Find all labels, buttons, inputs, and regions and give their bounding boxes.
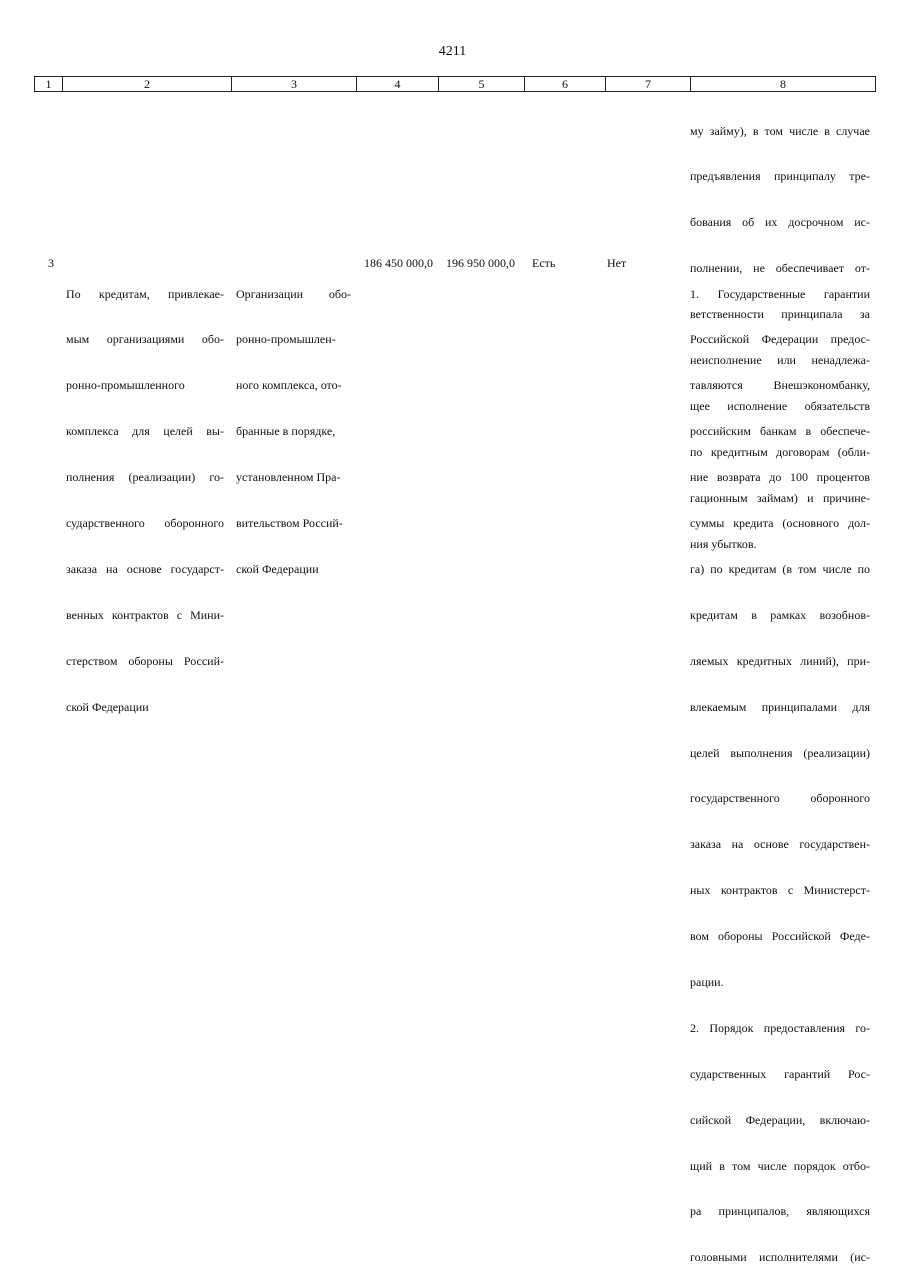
text-line: венных контрактов с Мини-: [66, 607, 224, 622]
text-line: Российской Федерации предос-: [690, 332, 870, 347]
header-cell-3: 3: [231, 77, 356, 91]
text-line: ронно-промышлен-: [236, 332, 336, 347]
text-line: полнении, не обеспечивает от-: [690, 261, 870, 276]
header-cell-4: 4: [356, 77, 438, 91]
text-line: государственного оборонного: [690, 791, 870, 806]
text-line: бранные в порядке,: [236, 424, 336, 439]
row-number: 3: [48, 256, 54, 270]
text-line: бования об их досрочном ис-: [690, 215, 870, 230]
principal-category-text: [236, 256, 351, 593]
text-line: суммы кредита (основного дол-: [690, 516, 870, 531]
guarantee-amount-2: 196 950 000,0: [446, 256, 515, 270]
text-line: полнения (реализации) го-: [66, 470, 224, 485]
text-line: ных контрактов с Министерст-: [690, 883, 870, 898]
text-line: установленном Пра-: [236, 470, 341, 485]
text-line: предъявления принципалу тре-: [690, 169, 870, 184]
table-header-row: [34, 76, 876, 92]
text-line: рации.: [690, 974, 724, 989]
text-line: 1. Государственные гарантии: [690, 286, 870, 301]
text-line: ляемых кредитных линий), при-: [690, 653, 870, 668]
header-cell-1: 1: [45, 77, 52, 91]
page-number: 4211: [438, 44, 467, 59]
text-line: ра принципалов, являющихся: [690, 1204, 870, 1219]
text-line: 2. Порядок предоставления го-: [690, 1020, 870, 1035]
text-line: щий в том числе порядок отбо-: [690, 1158, 870, 1173]
text-line: сударственного оборонного: [66, 516, 224, 531]
header-cell-8: 8: [690, 77, 875, 91]
text-line: влекаемым принципалами для: [690, 699, 870, 714]
text-line: неисполнение или ненадлежа-: [690, 353, 870, 368]
header-cell-7: 7: [605, 77, 690, 91]
text-line: стерством обороны Россий-: [66, 653, 224, 668]
regress-flag: Есть: [532, 256, 556, 270]
text-line: ронно-промышленного: [66, 378, 185, 393]
text-line: российским банкам в обеспече-: [690, 424, 870, 439]
header-cell-6: 6: [524, 77, 605, 91]
text-line: мым организациями обо-: [66, 332, 224, 347]
guarantee-purpose-text: [66, 256, 224, 730]
text-line: вом обороны Российской Феде-: [690, 929, 870, 944]
text-line: заказа на основе государствен-: [690, 837, 870, 852]
text-line: комплекса для целей вы-: [66, 424, 224, 439]
text-line: тавляются Внешэкономбанку,: [690, 378, 870, 393]
text-line: му займу), в том числе в случае: [690, 123, 870, 138]
text-line: ветственности принципала за: [690, 307, 870, 322]
text-line: щее исполнение обязательств: [690, 398, 870, 413]
text-line: кредитам в рамках возобнов-: [690, 607, 870, 622]
header-cell-5: 5: [438, 77, 524, 91]
text-line: сударственных гарантий Рос-: [690, 1066, 870, 1081]
text-line: га) по кредитам (в том числе по: [690, 561, 870, 576]
column-7-value: Нет: [607, 256, 627, 270]
text-line: целей выполнения (реализации): [690, 745, 870, 760]
guarantee-amount-1: 186 450 000,0: [364, 256, 433, 270]
text-line: заказа на основе государст-: [66, 561, 224, 576]
text-line: вительством Россий-: [236, 516, 343, 531]
text-line: Организации обо-: [236, 286, 351, 301]
text-line: ской Федерации: [236, 561, 319, 576]
text-line: по кредитным договорам (обли-: [690, 444, 870, 459]
header-cell-2: 2: [62, 77, 231, 91]
text-line: ние возврата до 100 процентов: [690, 470, 870, 485]
text-line: гационным займам) и причине-: [690, 490, 870, 505]
text-line: ния убытков.: [690, 536, 757, 551]
text-line: сийской Федерации, включаю-: [690, 1112, 870, 1127]
text-line: ской Федерации: [66, 699, 149, 714]
text-line: По кредитам, привлекае-: [66, 286, 224, 301]
guarantee-conditions-text: [690, 256, 870, 1280]
text-line: головными исполнителями (ис-: [690, 1250, 870, 1265]
text-line: ного комплекса, ото-: [236, 378, 342, 393]
